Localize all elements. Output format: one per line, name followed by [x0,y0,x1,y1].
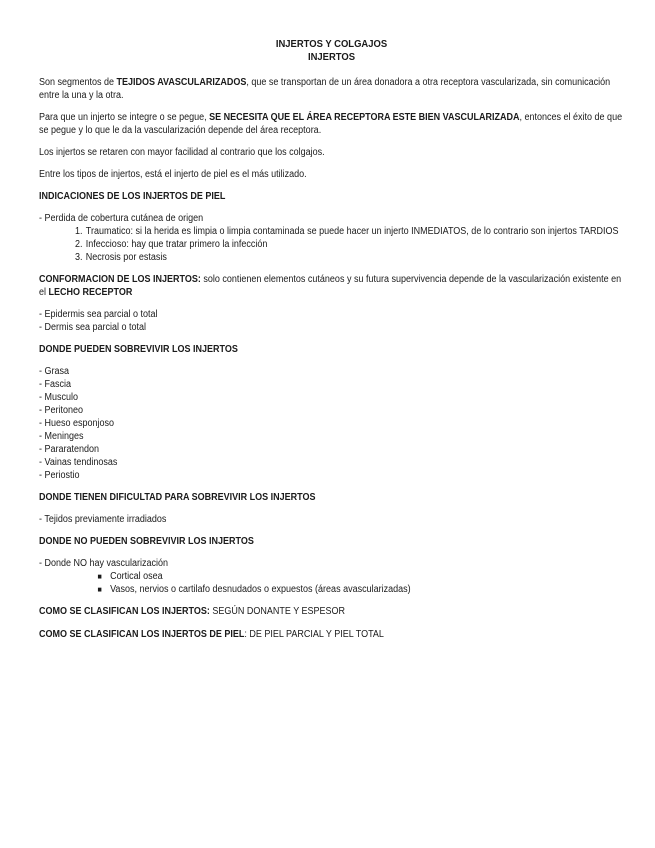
list-item: ■ Cortical osea [97,571,163,582]
conformacion-list [39,308,624,334]
list-item: - Grasa [39,366,70,377]
conformacion-paragraph: CONFORMACION DE LOS INJERTOS: solo contienen elementos cutáneos y su futura supervivencia depende de la vascularización existente en el LECHO RECEPTOR [39,274,622,298]
indicaciones-lead: - Perdida de cobertura cutánea de origen [39,213,204,224]
no-pueden-list [39,570,624,596]
square-bullet-icon: ■ [97,572,102,581]
no-pueden-lead: - Donde NO hay vascularización [39,558,169,569]
list-item: 3. Necrosis por estasis [75,252,167,263]
list-item: - Dermis sea parcial o total [39,322,147,333]
sobrevivir-heading: DONDE PUEDEN SOBREVIVIR LOS INJERTOS [39,344,238,355]
square-bullet-icon: ■ [97,585,102,594]
list-item: - Epidermis sea parcial o total [39,309,158,320]
list-item: - Vainas tendinosas [39,457,118,468]
list-item: - Musculo [39,392,79,403]
no-pueden-section [39,557,624,596]
indicaciones-heading: INDICACIONES DE LOS INJERTOS DE PIEL [39,191,226,202]
sobrevivir-list [39,365,624,482]
list-item: - Peritoneo [39,405,84,416]
list-item: 1. Traumatico: si la herida es limpia o limpia contaminada se puede hacer un injerto INMEDIATOS, de lo contrario son injertos TARDIOS [75,226,619,237]
intro-paragraph-2: Para que un injerto se integre o se pegue, SE NECESITA QUE EL ÁREA RECEPTORA ESTE BIEN VASCULARIZADA, entonces el éxito de que se pegue y lo que le da la vascularización depende del área receptora. [39,112,623,136]
intro-paragraph-1: Son segmentos de TEJIDOS AVASCULARIZADOS, que se transportan de un área donadora a otra receptora vascularizada, sin comunicación entre la una y la otra. [39,77,611,101]
list-item: ■ Vasos, nervios o cartilafo desnudados o expuestos (áreas avascularizadas) [97,584,411,595]
clasificacion-injertos: COMO SE CLASIFICAN LOS INJERTOS: SEGÚN DONANTE Y ESPESOR [39,606,346,617]
intro-paragraph-4: Entre los tipos de injertos, está el injerto de piel es el más utilizado. [39,169,307,180]
no-pueden-heading: DONDE NO PUEDEN SOBREVIVIR LOS INJERTOS [39,536,254,547]
dificultad-list [39,513,624,526]
list-item: - Periostio [39,470,80,481]
list-item: - Pararatendon [39,444,100,455]
list-item: - Tejidos previamente irradiados [39,514,167,525]
dificultad-heading: DONDE TIENEN DIFICULTAD PARA SOBREVIVIR LOS INJERTOS [39,492,316,503]
indicaciones-section [39,212,624,264]
list-item: - Hueso esponjoso [39,418,115,429]
intro-paragraph-3: Los injertos se retaren con mayor facilidad al contrario que los colgajos. [39,147,325,158]
list-item: 2. Infeccioso: hay que tratar primero la infección [75,239,268,250]
document-title: INJERTOS Y COLGAJOS [275,38,388,50]
list-item: - Meninges [39,431,84,442]
clasificacion-injertos-piel: COMO SE CLASIFICAN LOS INJERTOS DE PIEL: DE PIEL PARCIAL Y PIEL TOTAL [39,629,384,640]
document-body [39,38,624,650]
indicaciones-list [39,225,624,264]
list-item: - Fascia [39,379,72,390]
document-subtitle: INJERTOS [307,51,356,63]
